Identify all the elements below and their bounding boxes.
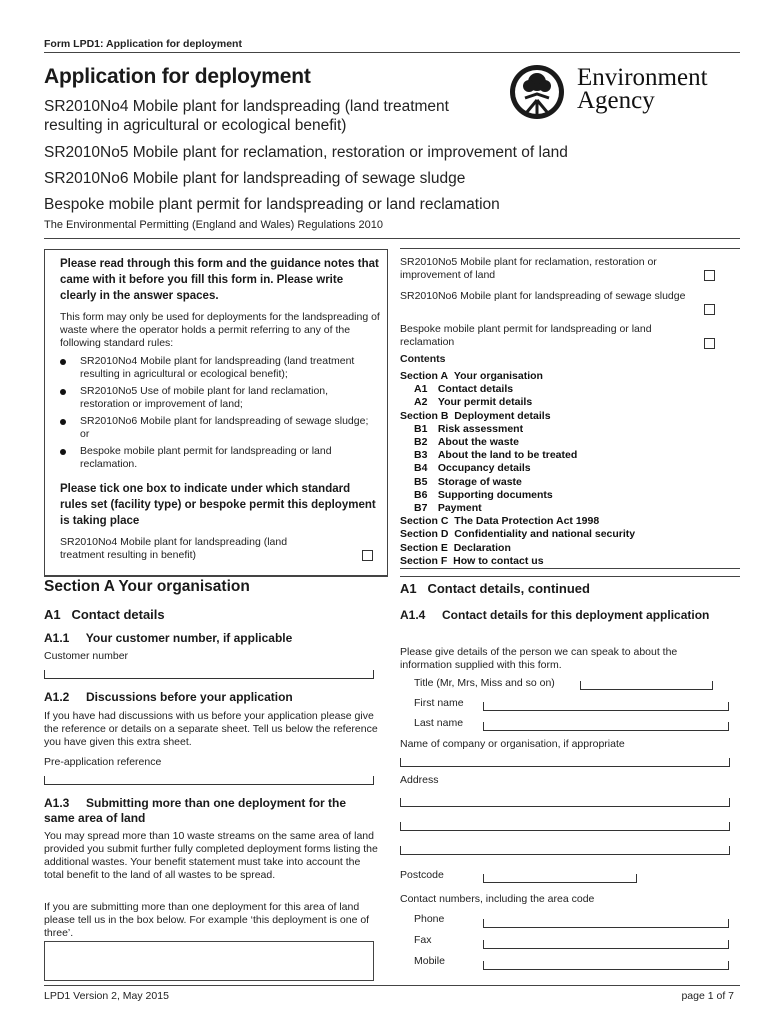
section-a-rule [44, 576, 388, 577]
contents-item [400, 396, 740, 409]
contents-item [400, 515, 740, 528]
contents-item-text: How to contact us [453, 554, 544, 567]
contents-item-text: Risk assessment [437, 422, 524, 435]
contents-item-code: B1 [414, 422, 428, 435]
option-sr2010no5-label: SR2010No5 Mobile plant for reclamation, restoration or improvement of land [400, 256, 657, 281]
option-sr2010no4-checkbox[interactable] [362, 550, 373, 561]
a12-heading: A1.2 Discussions before your application [44, 690, 293, 704]
a1-continued-heading: A1 Contact details, continued [400, 581, 590, 596]
contact-numbers-label: Contact numbers, including the area code [400, 893, 595, 905]
option-bespoke-label: Bespoke mobile plant permit for landspreading or land reclamation [400, 323, 652, 348]
title-label: Title (Mr, Mrs, Miss and so on) [414, 677, 555, 689]
contents-item-text: About the waste [437, 436, 519, 449]
option-bespoke-checkbox[interactable] [704, 338, 715, 349]
list-item: SR2010No6 Mobile plant for landspreading of sewage sludge; or [58, 415, 378, 441]
bullet-icon [60, 389, 66, 395]
list-item: SR2010No5 Use of mobile plant for land reclamation, restoration or improvement of land; [58, 385, 378, 411]
contents-item-text: Storage of waste [437, 475, 522, 488]
agency-emblem-icon [505, 62, 569, 122]
regulations-rule [44, 238, 740, 239]
contents-item-code: B4 [414, 462, 428, 475]
a11-heading: A1.1 Your customer number, if applicable [44, 631, 293, 645]
contents-item [400, 423, 740, 436]
contents-item [400, 555, 740, 568]
section-a-heading: Section A Your organisation [44, 578, 250, 595]
regulations-text: The Environmental Permitting (England and Wales) Regulations 2010 [44, 219, 383, 231]
tick-instruction: Please tick one box to indicate under which standard rules set (facility type) or bespoke permit this deployment is taking place [60, 483, 376, 527]
table-of-contents [400, 370, 740, 568]
contents-item [400, 410, 740, 423]
contents-item-code: Section E [400, 541, 448, 554]
contents-item [400, 528, 740, 541]
last-name-label: Last name [414, 717, 464, 729]
a1-heading: A1 Contact details [44, 607, 165, 622]
contents-item [400, 370, 740, 383]
environment-agency-logo [505, 62, 735, 122]
title-field[interactable] [580, 681, 713, 690]
version-text: LPD1 Version 2, May 2015 [44, 990, 169, 1002]
subtitle-sr2010no5: SR2010No5 Mobile plant for reclamation, restoration or improvement of land [44, 144, 568, 161]
fax-label: Fax [414, 934, 432, 946]
option-sr2010no6-checkbox[interactable] [704, 304, 715, 315]
phone-field[interactable] [483, 919, 729, 928]
page-number: page 1 of 7 [681, 990, 734, 1002]
a13-heading: A1.3 Submitting more than one deployment for the same area of land [44, 796, 350, 825]
contents-item [400, 476, 740, 489]
bullet-icon [60, 449, 66, 455]
intro-body-text: This form may only be used for deployments for the landspreading of waste where the operator holds a permit referring to any of the following standard rules: [60, 311, 380, 349]
contents-item [400, 436, 740, 449]
address-line-1-field[interactable] [400, 798, 730, 807]
header-rule [44, 52, 740, 53]
pre-application-reference-field[interactable] [44, 776, 374, 785]
fax-field[interactable] [483, 940, 729, 949]
contents-item [400, 502, 740, 515]
contents-item-code: B3 [414, 449, 428, 462]
subtitle-sr2010no4-line2: resulting in agricultural or ecological benefit) [44, 117, 347, 134]
contents-item-code: B7 [414, 502, 428, 515]
contents-item-text: Payment [437, 502, 482, 515]
list-item: SR2010No4 Mobile plant for landspreading (land treatment resulting in agricultural or ecological benefit); [58, 355, 378, 381]
contents-item [400, 542, 740, 555]
option-sr2010no4-label: SR2010No4 Mobile plant for landspreading (land treatment resulting in benefit) [60, 536, 288, 561]
address-line-2-field[interactable] [400, 822, 730, 831]
footer-rule [44, 985, 740, 986]
company-name-field[interactable] [400, 758, 730, 767]
customer-number-field[interactable] [44, 670, 374, 679]
a13-text2: If you are submitting more than one deployment for this area of land please tell us in the box below. For example ‘this deployment is one of three’. [44, 901, 370, 939]
company-label: Name of company or organisation, if appropriate [400, 738, 625, 750]
option-sr2010no6-label: SR2010No6 Mobile plant for landspreading of sewage sludge [400, 290, 686, 302]
contents-title: Contents [400, 353, 446, 365]
form-label: Form LPD1: Application for deployment [44, 38, 242, 50]
standard-rules-list [58, 355, 378, 475]
mobile-label: Mobile [414, 955, 445, 967]
a1-continued-rule [400, 576, 740, 577]
contents-item-text: Declaration [453, 541, 511, 554]
subtitle-bespoke: Bespoke mobile plant permit for landspreading or land reclamation [44, 196, 500, 213]
contents-item-code: B6 [414, 488, 428, 501]
contents-item-code: Section C [400, 515, 449, 528]
contents-item-text: Your organisation [453, 370, 543, 382]
contents-item [400, 462, 740, 475]
a13-text1: You may spread more than 10 waste streams on the same area of land provided you submit further fully completed deployment forms listing the additional wastes. Your benefit statement must take into account the total benefit to the land of all wastes to be spread. [44, 830, 378, 881]
contents-item-text: About the land to be treated [437, 449, 578, 462]
pre-application-label: Pre-application reference [44, 756, 162, 768]
postcode-label: Postcode [400, 869, 444, 881]
contents-item [400, 449, 740, 462]
a14-heading: A1.4 Contact details for this deployment application [400, 608, 710, 622]
a12-text: If you have had discussions with us before your application please give the reference or details on a separate sheet. Tell us below the reference you have given this extra sheet. [44, 710, 378, 748]
contents-item-code: Section B [400, 409, 449, 422]
multiple-deployments-box[interactable] [44, 941, 374, 981]
a14-text: Please give details of the person we can speak to about the information supplied with this form. [400, 646, 678, 671]
page-title: Application for deployment [44, 65, 311, 88]
contents-item-text: Supporting documents [437, 488, 553, 501]
bullet-icon [60, 419, 66, 425]
postcode-field[interactable] [483, 874, 637, 883]
contents-item [400, 383, 740, 396]
customer-number-label: Customer number [44, 650, 129, 662]
intro-bold-text: Please read through this form and the guidance notes that came with it before you fill this form in. Please write clearly in the answer spaces. [60, 258, 379, 302]
contents-item-text: Deployment details [454, 409, 551, 422]
subtitle-sr2010no4-line1: SR2010No4 Mobile plant for landspreading (land treatment [44, 98, 449, 115]
bullet-icon [60, 359, 66, 365]
contents-bottom-rule [400, 568, 740, 569]
contents-item-text: Occupancy details [437, 462, 531, 475]
mobile-field[interactable] [483, 961, 729, 970]
contents-item-code: Section F [400, 554, 448, 567]
contents-item-code: B2 [414, 436, 428, 449]
contents-item-text: Your permit details [437, 396, 533, 409]
address-label: Address [400, 774, 439, 786]
contents-item [400, 489, 740, 502]
phone-label: Phone [414, 913, 445, 925]
address-line-3-field[interactable] [400, 846, 730, 855]
first-name-field[interactable] [483, 702, 729, 711]
contents-item-text: Contact details [437, 383, 514, 396]
right-col-rule [400, 248, 740, 249]
contents-item-code: Section A [400, 370, 449, 382]
contents-item-code: B5 [414, 475, 428, 488]
logo-line-environment: Environment [577, 64, 708, 91]
contents-item-code: A1 [414, 383, 428, 396]
option-sr2010no5-checkbox[interactable] [704, 270, 715, 281]
last-name-field[interactable] [483, 722, 729, 731]
contents-item-code: Section D [400, 528, 449, 541]
contents-item-text: The Data Protection Act 1998 [454, 515, 600, 528]
contents-item-text: Confidentiality and national security [454, 528, 636, 541]
subtitle-sr2010no6: SR2010No6 Mobile plant for landspreading of sewage sludge [44, 170, 466, 187]
contents-item-code: A2 [414, 396, 428, 409]
logo-line-agency: Agency [577, 87, 655, 114]
list-item: Bespoke mobile plant permit for landspreading or land reclamation. [58, 445, 378, 471]
first-name-label: First name [414, 697, 464, 709]
